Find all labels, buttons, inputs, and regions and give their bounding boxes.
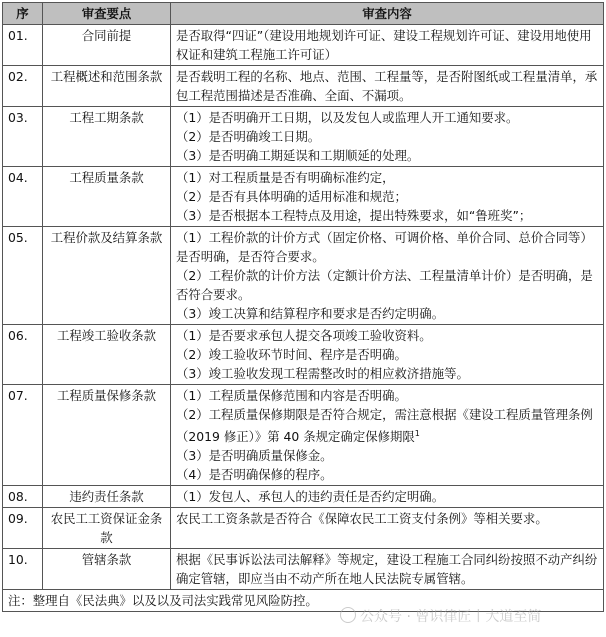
table-row [3,167,604,227]
content-line-text: （1）是否明确开工日期，以及发包人或监理人开工通知要求。 [176,110,519,125]
review-point: 工程价款及结算条款 [43,227,171,325]
review-point: 管辖条款 [43,549,171,590]
content-line-text: （2）是否明确竣工日期。 [176,129,321,144]
row-number: 02. [3,66,43,107]
header-point: 审查要点 [43,3,171,25]
row-number: 04. [3,167,43,227]
content-line-text: 农民工工资条款是否符合《保障农民工工资支付条例》等相关要求。 [176,511,548,527]
content-line [176,26,598,64]
content-line-text: （3）是否明确质量保修金。 [176,448,333,464]
content-line [176,465,598,484]
review-point: 工程质量保修条款 [43,385,171,486]
content-line [176,487,598,506]
content-line-text: （1）是否要求承包人提交各项竣工验收资料。 [176,328,432,343]
content-line-text: （2）工程价款的计价方法（定额计价方法、工程量清单计价）是否明确，是否符合要求。 [176,268,593,302]
content-line [176,364,598,383]
content-line-text: （1）工程价款的计价方式（固定价格、可调价格、单价合同、总价合同等）是否明确，是否符合要求。 [176,230,593,264]
content-line-text: （2）工程质量保修期限是否符合规定，需注意根据《建设工程质量管理条例（2019 修正）》第 40 条规定确定保修期限 [176,407,593,445]
content-line [176,206,598,225]
content-line-text: （3）竣工验收发现工程需整改时的相应救济措施等。 [176,366,469,381]
review-point: 农民工工资保证金条款 [43,508,171,549]
watermark-text: 公众号 · 曾识律匠丨大道至简 [360,609,542,625]
content-line-text: （3）是否明确工期延误和工期顺延的处理。 [176,148,420,163]
content-line-text: 是否载明工程的名称、地点、范围、工程量等，是否附图纸或工程量清单，承包工程范围描述是否准确、全面、不漏项。 [176,69,598,103]
table-row [3,227,604,325]
content-line-text: （2）竣工验收环节时间、程序是否明确。 [176,347,407,362]
content-line [176,228,598,266]
content-line [176,67,598,105]
content-line [176,187,598,206]
header-content: 审查内容 [171,3,604,25]
row-number: 03. [3,107,43,167]
review-point: 工程工期条款 [43,107,171,167]
review-content [171,66,604,107]
review-content [171,107,604,167]
content-line [176,386,598,405]
content-line [176,304,598,323]
watermark [340,606,541,626]
content-line-text: （3）是否根据本工程特点及用途，提出特殊要求，如“鲁班奖”； [176,208,532,223]
content-line [176,446,598,465]
content-line [176,550,598,588]
content-line-text: 根据《民事诉讼法司法解释》等规定，建设工程施工合同纠纷按照不动产纠纷确定管辖，即应当由不动产所在地人民法院专属管辖。 [176,552,598,587]
header-seq: 序 [3,3,43,25]
content-line [176,127,598,146]
table-row [3,385,604,486]
content-line [176,509,598,528]
review-point: 工程竣工验收条款 [43,325,171,385]
content-line [176,168,598,187]
row-number: 06. [3,325,43,385]
review-point: 违约责任条款 [43,486,171,508]
row-number: 01. [3,25,43,66]
content-line [176,146,598,165]
review-content [171,25,604,66]
review-content [171,486,604,508]
review-point: 工程概述和范围条款 [43,66,171,107]
content-line-text: （1）工程质量保修范围和内容是否明确。 [176,388,407,403]
table-row [3,549,604,590]
content-line [176,326,598,345]
content-line-text: （1）发包人、承包人的违约责任是否约定明确。 [176,489,445,505]
review-content [171,385,604,486]
review-content [171,508,604,549]
row-number: 08. [3,486,43,508]
note-text: 注：整理自《民法典》以及以及司法实践常见风险防控。 [3,590,604,612]
table-row [3,325,604,385]
content-line [176,266,598,304]
review-content [171,227,604,325]
table-row [3,66,604,107]
review-table [2,2,604,612]
content-line-text: 是否取得“四证”（建设用地规划许可证、建设工程规划许可证、建设用地使用权证和建筑工程施工许可证） [176,28,592,62]
review-point: 合同前提 [43,25,171,66]
content-line-text: （1）对工程质量是否有明确标准约定， [176,170,395,185]
header-row [3,3,604,25]
wechat-icon [340,607,356,623]
content-line [176,108,598,127]
content-line [176,345,598,364]
review-content [171,325,604,385]
table-row [3,486,604,508]
footnote-mark: 1 [414,429,420,438]
review-content [171,167,604,227]
row-number: 05. [3,227,43,325]
content-line-text: （4）是否明确保修的程序。 [176,467,333,483]
table-row [3,25,604,66]
content-line [176,405,598,446]
review-point: 工程质量条款 [43,167,171,227]
table-row [3,107,604,167]
content-line-text: （3）竣工决算和结算程序和要求是否约定明确。 [176,306,445,321]
table-row [3,508,604,549]
row-number: 10. [3,549,43,590]
review-content [171,549,604,590]
row-number: 07. [3,385,43,486]
content-line-text: （2）是否有具体明确的适用标准和规范； [176,189,407,204]
row-number: 09. [3,508,43,549]
